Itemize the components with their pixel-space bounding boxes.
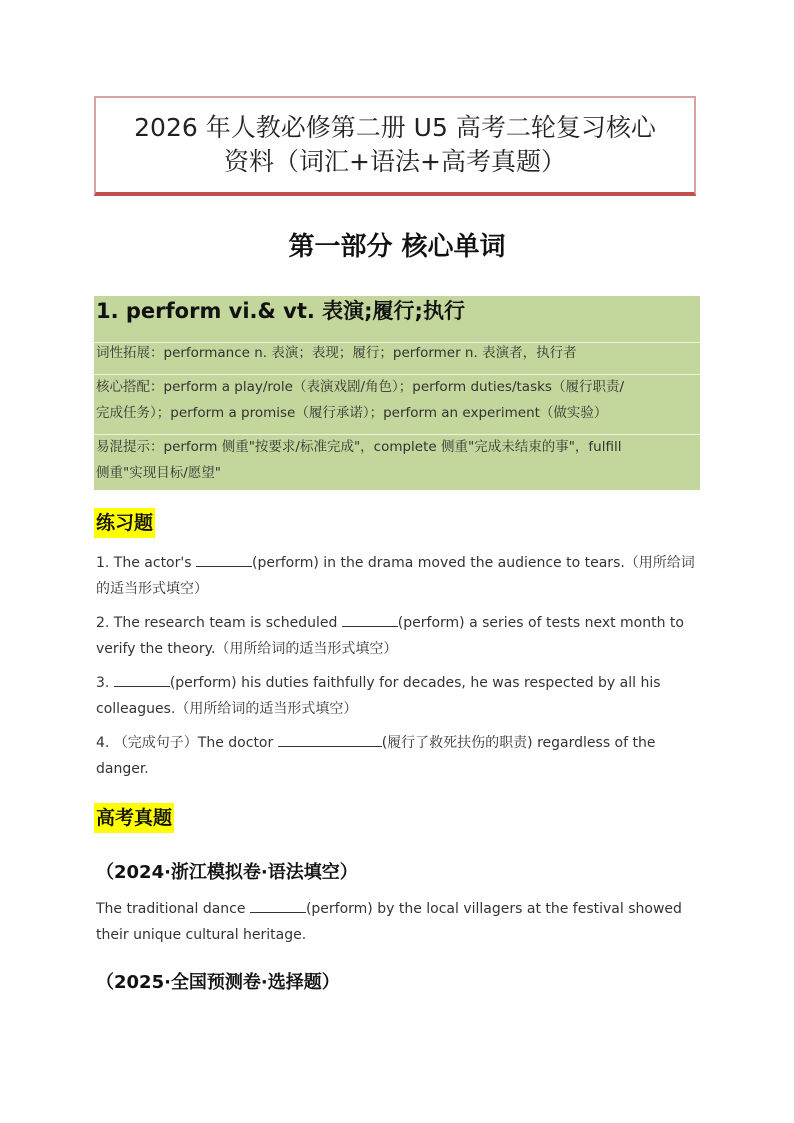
vocabulary-line: 词性拓展：performance n. 表演；表现；履行；performer n. 表演者，执行者 xyxy=(96,345,577,361)
exam-source-heading-1: （2024·浙江模拟卷·语法填空） xyxy=(96,862,358,883)
answer-blank[interactable] xyxy=(250,898,306,913)
answer-blank[interactable] xyxy=(278,732,382,747)
exam-question-line-2: their unique cultural heritage. xyxy=(96,927,307,943)
question-4-line-1: 4. （完成句子）The doctor (履行了救死扶伤的职责) regardless of the xyxy=(96,730,655,756)
question-2-line-2: verify the theory.（用所给词的适当形式填空） xyxy=(96,641,398,657)
vocabulary-line: 完成任务）；perform a promise（履行承诺）；perform an experiment（做实验） xyxy=(96,405,608,421)
vocabulary-heading: 1. perform vi.& vt. 表演;履行;执行 xyxy=(96,299,465,323)
question-2-line-1: 2. The research team is scheduled (perform) a series of tests next month to xyxy=(96,610,684,636)
vocabulary-entry-box xyxy=(94,296,700,490)
question-3-line-2: colleagues.（用所给词的适当形式填空） xyxy=(96,701,358,717)
exam-question-line-1: The traditional dance (perform) by the local villagers at the festival showed xyxy=(96,896,682,922)
answer-blank[interactable] xyxy=(342,612,398,627)
question-3-line-1: 3. (perform) his duties faithfully for decades, he was respected by all his xyxy=(96,670,661,696)
part-title: 第一部分 核心单词 xyxy=(288,232,506,262)
vocabulary-line: 侧重"实现目标/愿望" xyxy=(96,465,221,481)
vocabulary-line: 核心搭配：perform a play/role（表演戏剧/角色）；perform duties/tasks（履行职责/ xyxy=(96,379,625,395)
document-title-line-2: 资料（词汇+语法+高考真题） xyxy=(224,147,566,176)
question-4-line-2: danger. xyxy=(96,761,149,777)
document-title-box xyxy=(94,96,696,196)
answer-blank[interactable] xyxy=(114,672,170,687)
exam-label: 高考真题 xyxy=(94,803,174,833)
question-1-line-1: 1. The actor's (perform) in the drama moved the audience to tears.（用所给词 xyxy=(96,550,695,576)
vocabulary-line: 易混提示：perform 侧重"按要求/标准完成"，complete 侧重"完成未结束的事"，fulfill xyxy=(96,439,622,455)
question-1-line-2: 的适当形式填空） xyxy=(96,581,208,597)
practice-label: 练习题 xyxy=(94,508,155,538)
answer-blank[interactable] xyxy=(196,552,252,567)
document-title-line-1: 2026 年人教必修第二册 U5 高考二轮复习核心 xyxy=(134,113,656,142)
exam-source-heading-2: （2025·全国预测卷·选择题） xyxy=(96,972,340,993)
